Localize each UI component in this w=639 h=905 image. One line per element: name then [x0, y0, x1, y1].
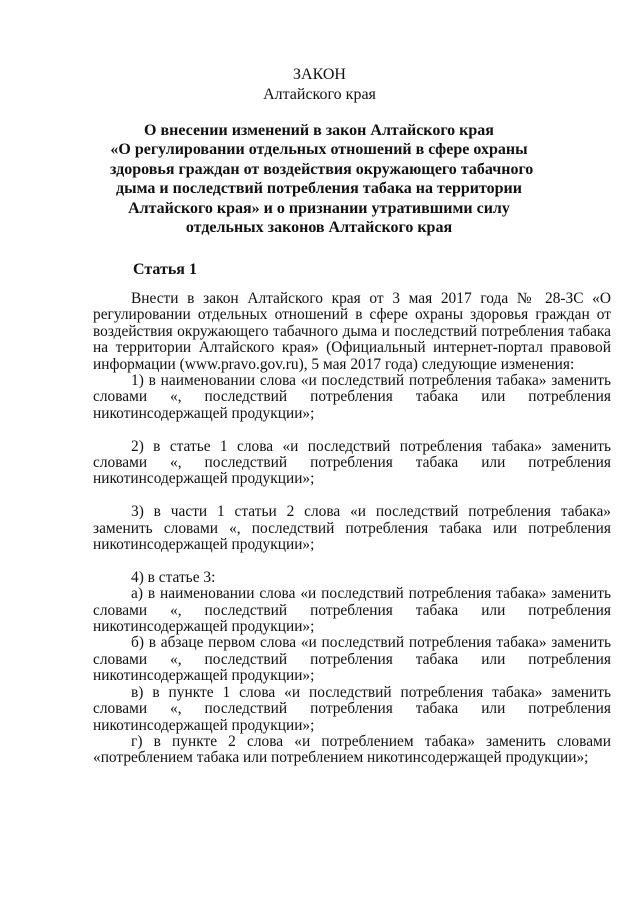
title-line: О внесении изменений в закон Алтайского края [144, 122, 494, 139]
amendment-subitem-g: г) в пункте 2 слова «и потреблением табака» заменить словами «потреблением табака или потреблением никотинсодержащей продукции»; [93, 732, 611, 767]
title-line: Алтайского края» и о признании утратившими силу [128, 199, 510, 217]
title-line: здоровья граждан от воздействия окружающего табачного [110, 160, 534, 178]
title-line: отдельных законов Алтайского края [185, 219, 453, 237]
article-heading: Статья 1 [133, 261, 197, 278]
title-line: дыма и последствий потребления табака на территории [116, 180, 522, 198]
article-body [93, 291, 611, 767]
amendment-item-2: 2) в статье 1 слова «и последствий потребления табака» заменить словами «, последствий потребления табака или потребления никотинсодержащей продукции»; [93, 437, 611, 488]
amendment-item-4: 4) в статье 3: [131, 568, 216, 586]
amendment-subitem-a: а) в наименовании слова «и последствий потребления табака» заменить словами «, последствий потребления табака или потребления никотинсодержащей продукции»; [93, 585, 611, 636]
amendment-subitem-v: в) в пункте 1 слова «и последствий потребления табака» заменить словами «, последствий потребления табака или потребления никотинсодержащей продукции»; [93, 683, 611, 734]
amendment-subitem-b: б) в абзаце первом слова «и последствий потребления табака» заменить словами «, последствий потребления табака или потребления никотинсодержащей продукции»; [93, 634, 611, 685]
document-title [110, 121, 534, 237]
intro-paragraph: Внести в закон Алтайского края от 3 мая 2017 года № 28-ЗС «О регулировании отдельных отношений в сфере охраны здоровья граждан от воздействия окружающего табачного дыма и последствий потребления табака на территории Алтайского края» (Официальный интернет-портал правовой информации (www.pravo.gov.ru), 5 мая 2017 года) следующие изменения: [93, 290, 611, 373]
amendment-item-1: 1) в наименовании слова «и последствий потребления табака» заменить словами «, последствий потребления табака или потребления никотинсодержащей продукции»; [93, 372, 611, 422]
document-region: Алтайского края [263, 86, 376, 103]
amendment-item-3: 3) в части 1 статьи 2 слова «и последствий потребления табака» заменить словами «, последствий потребления табака или потребления никотинсодержащей продукции»; [93, 503, 611, 554]
document-type: ЗАКОН [293, 66, 346, 83]
title-line: «О регулировании отдельных отношений в сфере охраны [110, 141, 528, 159]
